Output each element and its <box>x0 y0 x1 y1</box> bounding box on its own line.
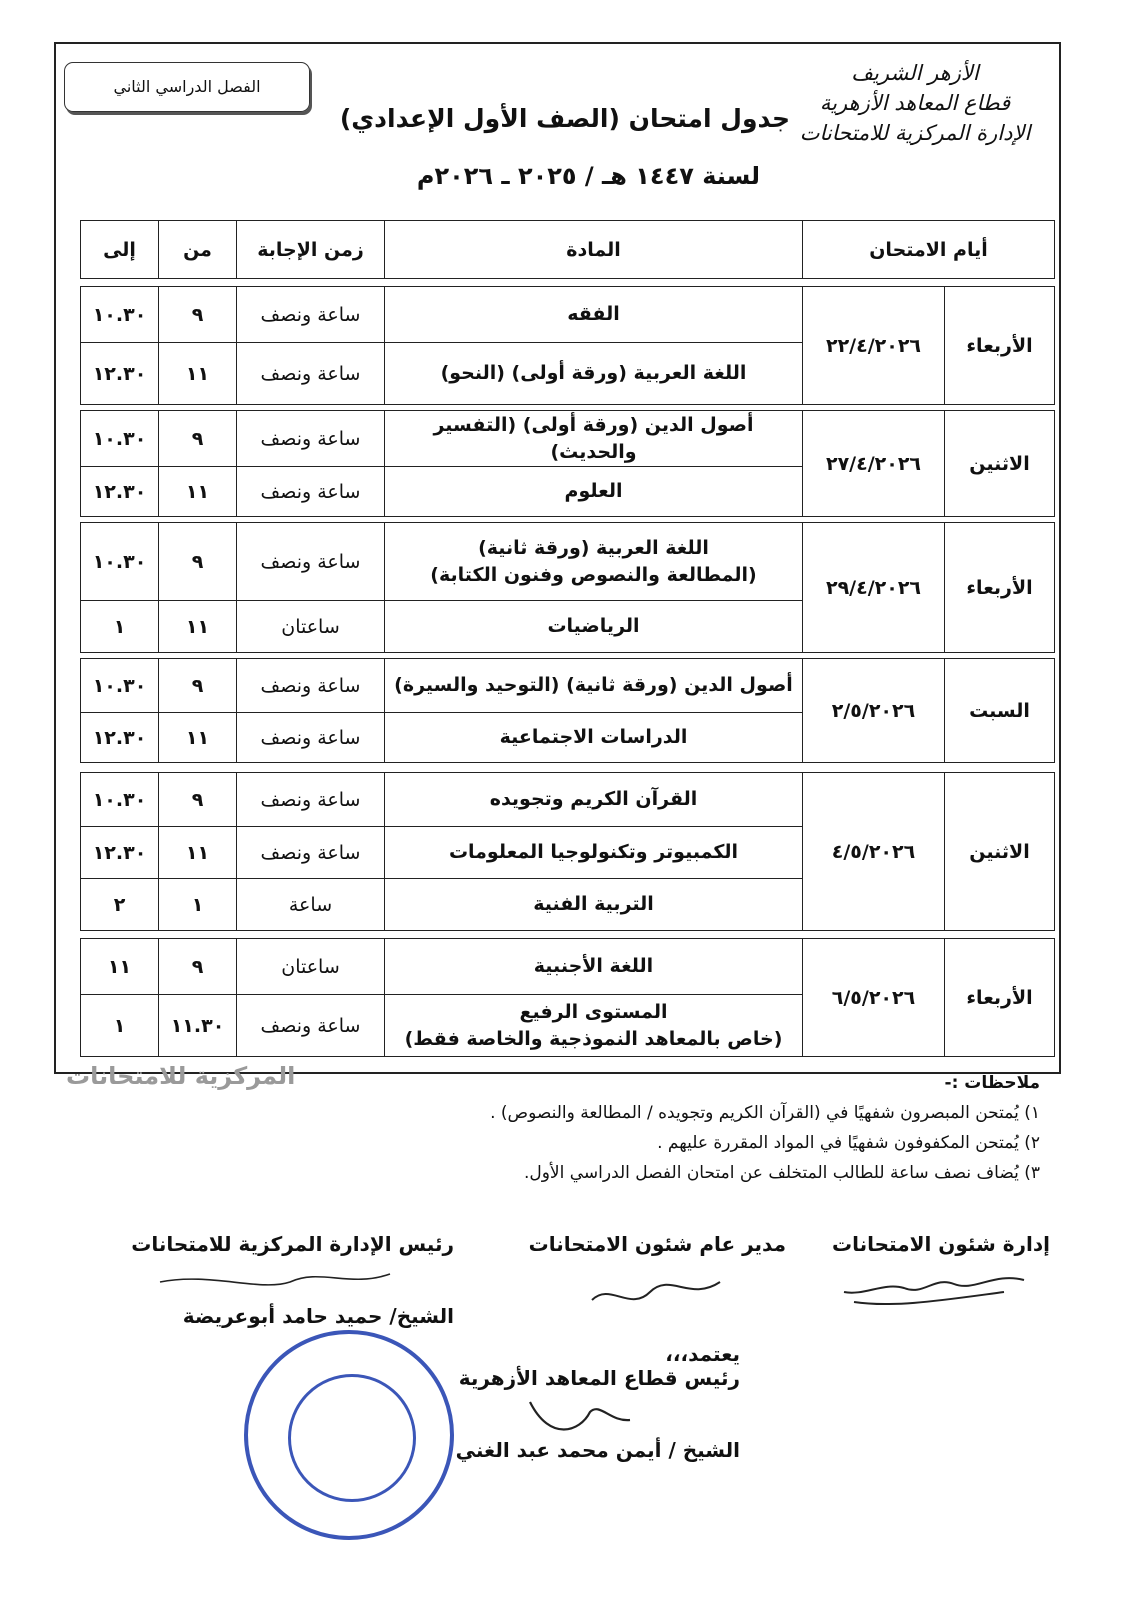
table-header <box>80 220 1055 279</box>
subject-line: (خاص بالمعاهد النموذجية والخاصة فقط) <box>404 1027 783 1050</box>
exams-admin-signature <box>832 1232 1050 1256</box>
al-azhar-logo <box>785 58 1045 148</box>
exam-date: ٦/٥/٢٠٢٦ <box>803 939 945 1057</box>
day-block <box>80 410 1055 517</box>
to-time: ١٠.٣٠ <box>81 659 159 713</box>
exam-day: الاثنين <box>945 773 1055 931</box>
subject: أصول الدين (ورقة ثانية) (التوحيد والسيرة) <box>385 659 803 713</box>
exam-day: الأربعاء <box>945 939 1055 1057</box>
academic-year: لسنة ١٤٤٧ هـ / ٢٠٢٥ ـ ٢٠٢٦م <box>416 162 760 190</box>
subject <box>385 995 803 1057</box>
from-time: ١١.٣٠ <box>159 995 237 1057</box>
note-item: ٣) يُضاف نصف ساعة للطالب المتخلف عن امتحان الفصل الدراسي الأول. <box>523 1163 1040 1183</box>
watermark-text: المركزية للامتحانات <box>66 1062 296 1090</box>
from-time: ٩ <box>159 939 237 995</box>
to-time: ١٢.٣٠ <box>81 713 159 763</box>
subject-line: (المطالعة والنصوص وفنون الكتابة) <box>430 563 757 586</box>
subject: العلوم <box>385 467 803 517</box>
to-time: ١٠.٣٠ <box>81 287 159 343</box>
col-duration-header: زمن الإجابة <box>237 221 385 279</box>
subject: القرآن الكريم وتجويده <box>385 773 803 827</box>
duration: ساعة ونصف <box>237 659 385 713</box>
subject: الدراسات الاجتماعية <box>385 713 803 763</box>
to-time: ١٢.٣٠ <box>81 467 159 517</box>
notes-section <box>140 1068 1040 1188</box>
exam-day: الأربعاء <box>945 287 1055 405</box>
duration: ساعة <box>237 879 385 931</box>
signature-name: الشيخ / أيمن محمد عبد الغني <box>455 1438 740 1462</box>
exam-date: ٢٢/٤/٢٠٢٦ <box>803 287 945 405</box>
approval-label: يعتمد،،، <box>665 1342 740 1366</box>
col-from-header: من <box>159 221 237 279</box>
logo-line: قطاع المعاهد الأزهرية <box>819 91 1011 115</box>
general-manager-signature <box>514 1232 786 1256</box>
handwritten-signature <box>520 1392 640 1452</box>
to-time: ١٠.٣٠ <box>81 523 159 601</box>
from-time: ٩ <box>159 287 237 343</box>
signature-name: الشيخ/ حميد حامد أبوعريضة <box>182 1304 454 1328</box>
to-time: ١ <box>81 995 159 1057</box>
handwritten-signature <box>824 1262 1034 1322</box>
duration: ساعة ونصف <box>237 827 385 879</box>
from-time: ١١ <box>159 467 237 517</box>
duration: ساعة ونصف <box>237 773 385 827</box>
subject: الرياضيات <box>385 601 803 653</box>
to-time: ٢ <box>81 879 159 931</box>
duration: ساعة ونصف <box>237 411 385 467</box>
note-item: ١) يُمتحن المبصرون شفهيًا في (القرآن الكريم وتجويده / المطالعة والنصوص) . <box>490 1103 1040 1123</box>
duration: ساعتان <box>237 939 385 995</box>
exam-date: ٤/٥/٢٠٢٦ <box>803 773 945 931</box>
day-block <box>80 658 1055 763</box>
subject <box>385 523 803 601</box>
day-block <box>80 772 1055 931</box>
subject: التربية الفنية <box>385 879 803 931</box>
logo-line: الإدارة المركزية للامتحانات <box>799 121 1031 145</box>
col-days-header: أيام الامتحان <box>803 221 1055 279</box>
day-block <box>80 286 1055 405</box>
col-subject-header: المادة <box>385 221 803 279</box>
note-item: ٢) يُمتحن المكفوفون شفهيًا في المواد المقررة عليهم . <box>657 1133 1040 1153</box>
to-time: ١٢.٣٠ <box>81 827 159 879</box>
from-time: ٩ <box>159 773 237 827</box>
duration: ساعة ونصف <box>237 995 385 1057</box>
handwritten-signature <box>150 1264 400 1294</box>
signature-title: إدارة شئون الامتحانات <box>832 1232 1050 1256</box>
from-time: ٩ <box>159 523 237 601</box>
subject: الفقه <box>385 287 803 343</box>
exam-date: ٢/٥/٢٠٢٦ <box>803 659 945 763</box>
official-stamp <box>244 1330 454 1540</box>
to-time: ١٠.٣٠ <box>81 411 159 467</box>
to-time: ١١ <box>81 939 159 995</box>
duration: ساعة ونصف <box>237 713 385 763</box>
from-time: ١١ <box>159 713 237 763</box>
from-time: ١١ <box>159 827 237 879</box>
stamp-inner-ring <box>288 1374 416 1502</box>
page-title: جدول امتحان (الصف الأول الإعدادي) <box>339 104 790 133</box>
exam-date: ٢٩/٤/٢٠٢٦ <box>803 523 945 653</box>
duration: ساعة ونصف <box>237 343 385 405</box>
from-time: ١ <box>159 879 237 931</box>
day-block <box>80 522 1055 653</box>
subject-line: المستوى الرفيع <box>519 1000 668 1023</box>
subject: اللغة الأجنبية <box>385 939 803 995</box>
logo-line: الأزهر الشريف <box>851 61 979 85</box>
duration: ساعتان <box>237 601 385 653</box>
subject-line: اللغة العربية (ورقة ثانية) <box>478 536 709 559</box>
signature-title: رئيس قطاع المعاهد الأزهرية <box>458 1366 740 1390</box>
handwritten-signature <box>580 1262 730 1322</box>
duration: ساعة ونصف <box>237 287 385 343</box>
subject: أصول الدين (ورقة أولى) (التفسير والحديث) <box>385 411 803 467</box>
signature-title: مدير عام شئون الامتحانات <box>528 1232 786 1256</box>
subject: الكمبيوتر وتكنولوجيا المعلومات <box>385 827 803 879</box>
subject: اللغة العربية (ورقة أولى) (النحو) <box>385 343 803 405</box>
semester-label: الفصل الدراسي الثاني <box>64 62 310 112</box>
exam-day: السبت <box>945 659 1055 763</box>
from-time: ١١ <box>159 601 237 653</box>
to-time: ١ <box>81 601 159 653</box>
col-to-header: إلى <box>81 221 159 279</box>
signature-title: رئيس الإدارة المركزية للامتحانات <box>131 1232 454 1256</box>
from-time: ٩ <box>159 411 237 467</box>
exam-date: ٢٧/٤/٢٠٢٦ <box>803 411 945 517</box>
from-time: ٩ <box>159 659 237 713</box>
from-time: ١١ <box>159 343 237 405</box>
exam-day: الأربعاء <box>945 523 1055 653</box>
to-time: ١٠.٣٠ <box>81 773 159 827</box>
duration: ساعة ونصف <box>237 467 385 517</box>
duration: ساعة ونصف <box>237 523 385 601</box>
exam-day: الاثنين <box>945 411 1055 517</box>
day-block <box>80 938 1055 1057</box>
notes-heading: ملاحظات :- <box>944 1073 1040 1093</box>
to-time: ١٢.٣٠ <box>81 343 159 405</box>
